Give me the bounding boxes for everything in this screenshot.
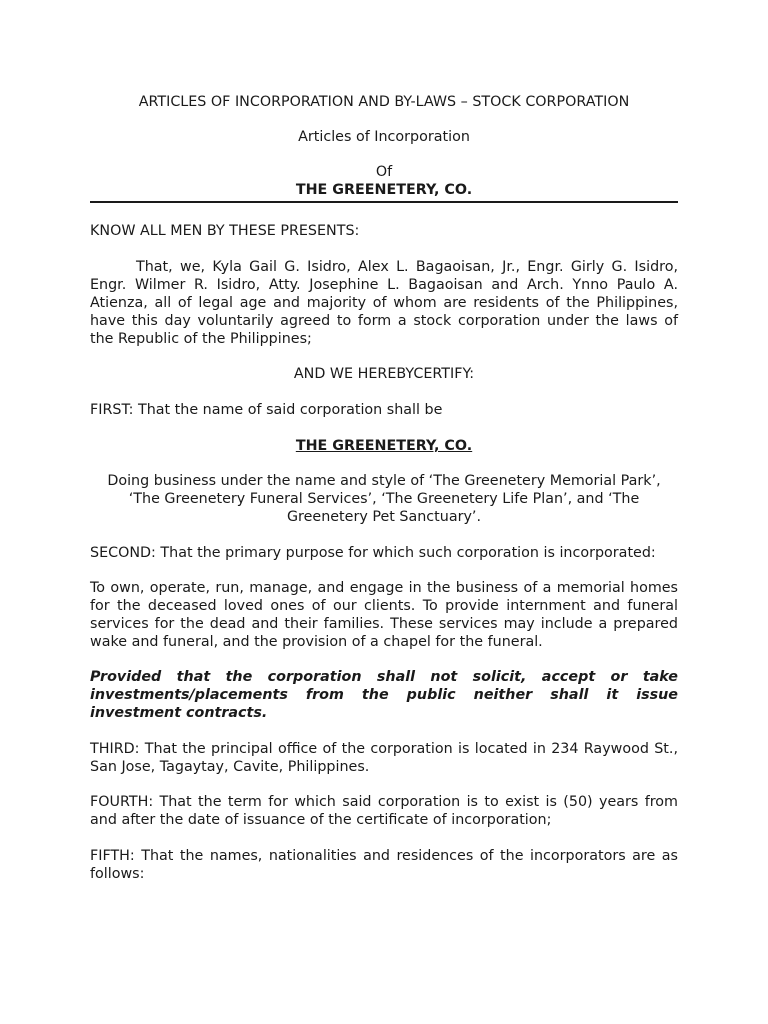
intro-paragraph: That, we, Kyla Gail G. Isidro, Alex L. Bagaoisan, Jr., Engr. Girly G. Isidro, Engr. Wilmer R. Isidro, Atty. Josephine L. Bagaoisan and Arch. Ynno Paulo A. Atienza, all of legal age and majority of whom are residents of the Philippines, have this day voluntarily agreed to form a stock corporation under the laws of the Republic of the Philippines; [90,259,678,347]
document-subtitle: Articles of Incorporation [298,129,470,145]
doing-business-paragraph: Doing business under the name and style of ‘The Greenetery Memorial Park’, ‘The Greenetery Funeral Services’, ‘The Greenetery Life Plan’, and ‘The Greenetery Pet Sanctuary’. [107,473,661,525]
purpose-paragraph: To own, operate, run, manage, and engage in the business of a memorial homes for the deceased loved ones of our clients. To provide internment and funeral services for the dead and their families. These services may include a prepared wake and funeral, and the provision of a chapel for the funeral. [90,580,678,650]
document-title: ARTICLES OF INCORPORATION AND BY-LAWS – STOCK CORPORATION [138,94,630,110]
proviso-paragraph: Provided that the corporation shall not solicit, accept or take investments/placements from the public neither shall it issue investment contracts. [90,669,678,721]
know-all-heading: KNOW ALL MEN BY THESE PRESENTS: [90,223,360,239]
company-name [90,437,678,455]
third-article: THIRD: That the principal office of the corporation is located in 234 Raywood St., San Jose, Tagaytay, Cavite, Philippines. [90,741,678,775]
second-article: SECOND: That the primary purpose for which such corporation is incorporated: [90,545,656,561]
certify-heading: AND WE HEREBYCERTIFY: [293,366,475,382]
document-page [90,93,678,883]
first-article: FIRST: That the name of said corporation shall be [90,402,443,418]
of-label: Of [375,164,393,180]
company-header: THE GREENETERY, CO. [90,181,678,203]
company-name-text: THE GREENETERY, CO. [295,438,473,454]
fifth-article: FIFTH: That the names, nationalities and residences of the incorporators are as follows: [90,848,678,882]
fourth-article: FOURTH: That the term for which said corporation is to exist is (50) years from and after the date of issuance of the certificate of incorporation; [90,794,678,828]
